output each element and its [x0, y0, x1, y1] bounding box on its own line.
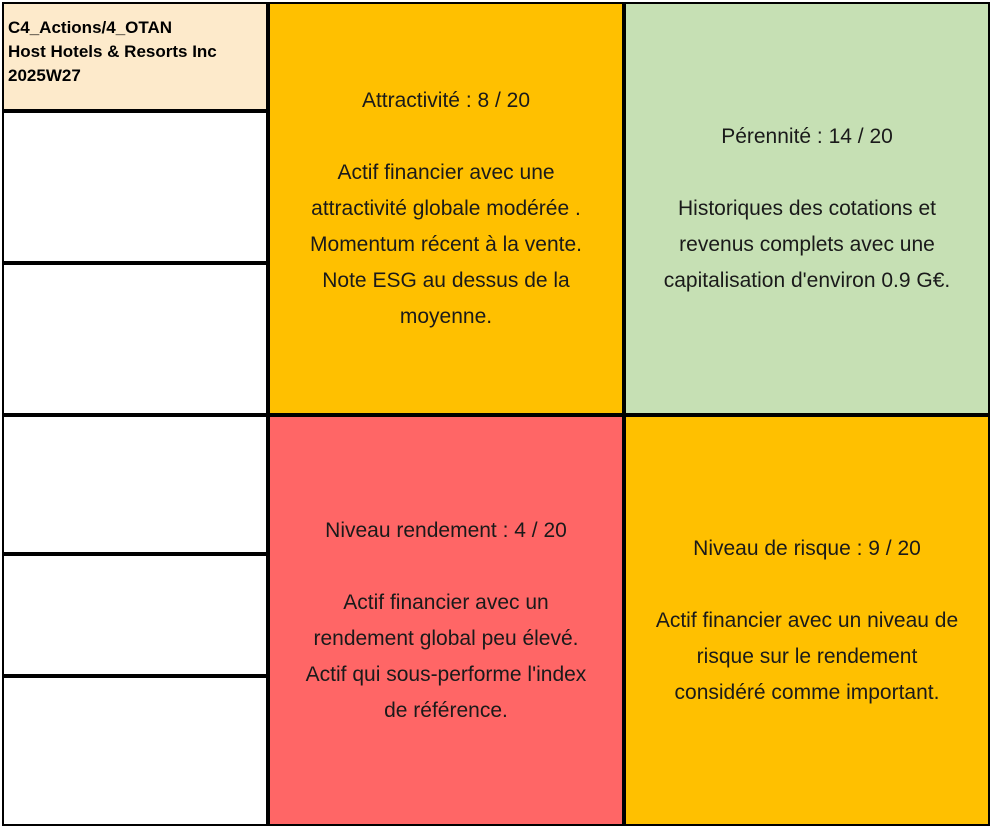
risque-score: Niveau de risque : 9 / 20	[693, 536, 921, 560]
empty-cell[interactable]	[2, 111, 268, 263]
portfolio-path: C4_Actions/4_OTAN	[8, 18, 173, 37]
description-line: Note ESG au dessus de la	[322, 268, 570, 292]
empty-cell[interactable]	[2, 415, 268, 554]
week-label: 2025W27	[8, 66, 81, 85]
description-line: revenus complets avec une	[679, 232, 935, 256]
risque-cell[interactable]	[624, 415, 990, 826]
empty-cell[interactable]	[2, 676, 268, 826]
description-line: attractivité globale modérée .	[311, 196, 581, 220]
rendement-cell[interactable]	[268, 415, 624, 826]
description-line: Historiques des cotations et	[678, 196, 936, 220]
description-line: Actif financier avec une	[337, 160, 555, 184]
attractivite-score: Attractivité : 8 / 20	[361, 88, 531, 112]
attractivite-description	[310, 155, 582, 335]
empty-cell[interactable]	[2, 263, 268, 415]
description-line: capitalisation d'environ 0.9 G€.	[663, 268, 951, 292]
description-line: de référence.	[384, 698, 508, 722]
description-line: considéré comme important.	[674, 680, 940, 704]
perennite-cell[interactable]	[624, 2, 990, 415]
asset-header-cell[interactable]	[2, 2, 268, 111]
perennite-description	[664, 191, 951, 299]
description-line: rendement global peu élevé.	[313, 626, 579, 650]
description-line: Actif qui sous-performe l'index	[305, 662, 587, 686]
description-line: Momentum récent à la vente.	[310, 232, 582, 256]
rendement-description	[306, 585, 587, 729]
rendement-score: Niveau rendement : 4 / 20	[325, 518, 567, 542]
empty-cell[interactable]	[2, 554, 268, 676]
perennite-score: Pérennité : 14 / 20	[721, 124, 893, 148]
description-line: moyenne.	[399, 304, 493, 328]
description-line: Actif financier avec un	[343, 590, 549, 614]
attractivite-cell[interactable]	[268, 2, 624, 415]
description-line: Actif financier avec un niveau de	[655, 608, 959, 632]
description-line: risque sur le rendement	[696, 644, 918, 668]
risque-description	[656, 603, 958, 711]
asset-name: Host Hotels & Resorts Inc	[8, 42, 217, 61]
